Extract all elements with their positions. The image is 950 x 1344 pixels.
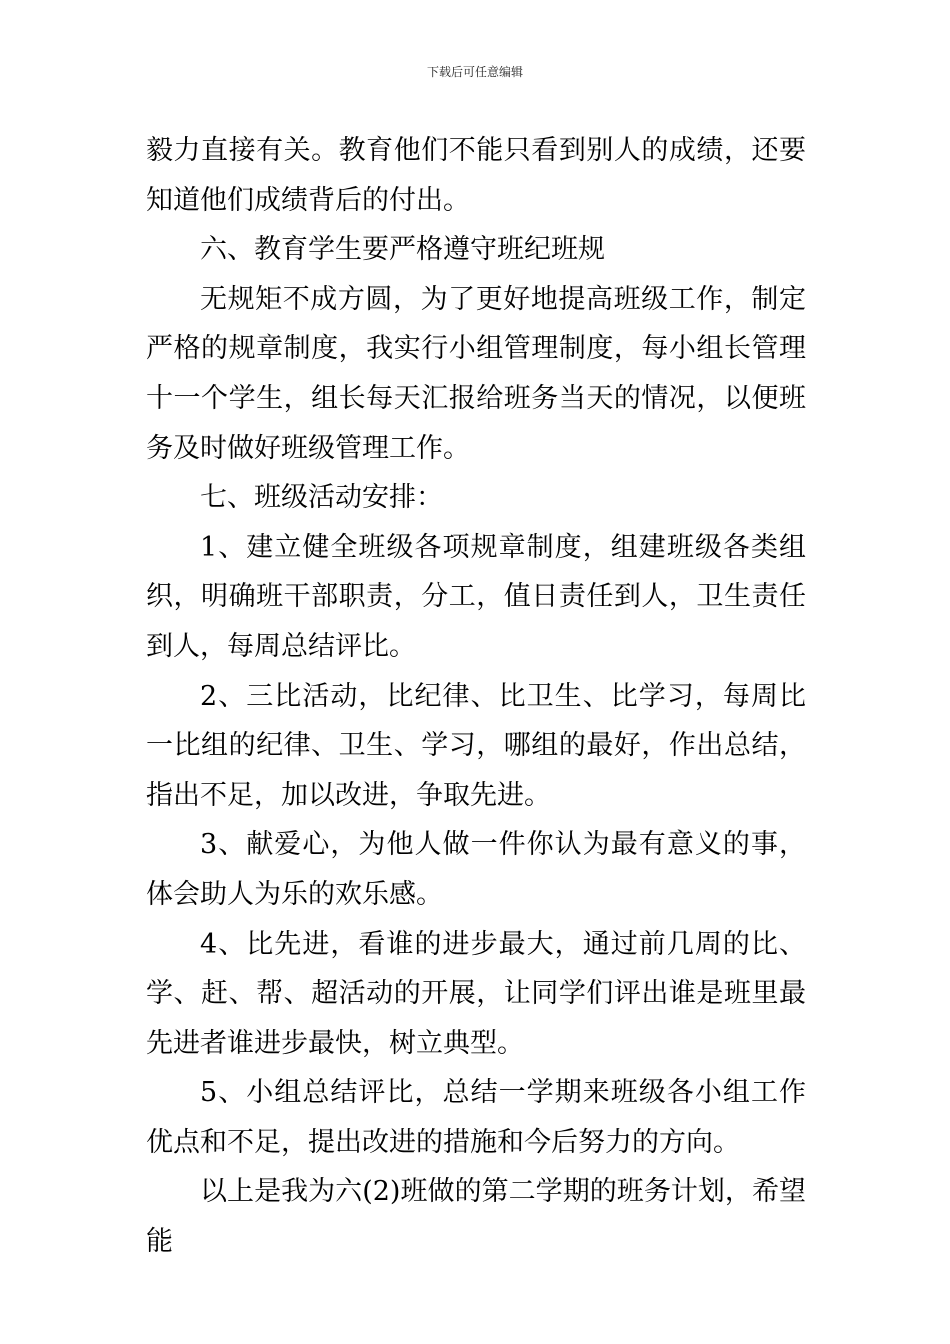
paragraph-rules: 无规矩不成方圆，为了更好地提高班级工作，制定严格的规章制度，我实行小组管理制度，每小组长管理十一个学生，组长每天汇报给班务当天的情况，以便班务及时做好班级管理工作。 [146,283,806,464]
document-body [146,126,806,1267]
page-header: 下载后可任意编辑 [426,65,523,79]
list-item-5: 5、小组总结评比，总结一学期来班级各小组工作优点和不足，提出改进的措施和今后努力的方向。 [146,1077,806,1158]
list-item-2: 2、三比活动，比纪律、比卫生、比学习，每周比一比组的纪律、卫生、学习，哪组的最好，作出总结，指出不足，加以改进，争取先进。 [146,680,806,811]
list-item-4: 4、比先进，看谁的进步最大，通过前几周的比、学、赶、帮、超活动的开展，让同学们评出谁是班里最先进者谁进步最快，树立典型。 [146,928,806,1059]
section-heading-6: 六、教育学生要严格遵守班纪班规 [200,234,605,266]
paragraph-1: 毅力直接有关。教育他们不能只看到别人的成绩，还要知道他们成绩背后的付出。 [146,135,806,216]
section-heading-7: 七、班级活动安排： [200,482,443,514]
list-item-1: 1、建立健全班级各项规章制度，组建班级各类组织，明确班干部职责，分工，值日责任到人，卫生责任到人，每周总结评比。 [146,531,806,662]
list-item-3: 3、献爱心，为他人做一件你认为最有意义的事，体会助人为乐的欢乐感。 [146,829,806,910]
paragraph-closing: 以上是我为六(2)班做的第二学期的班务计划，希望能 [146,1176,806,1258]
